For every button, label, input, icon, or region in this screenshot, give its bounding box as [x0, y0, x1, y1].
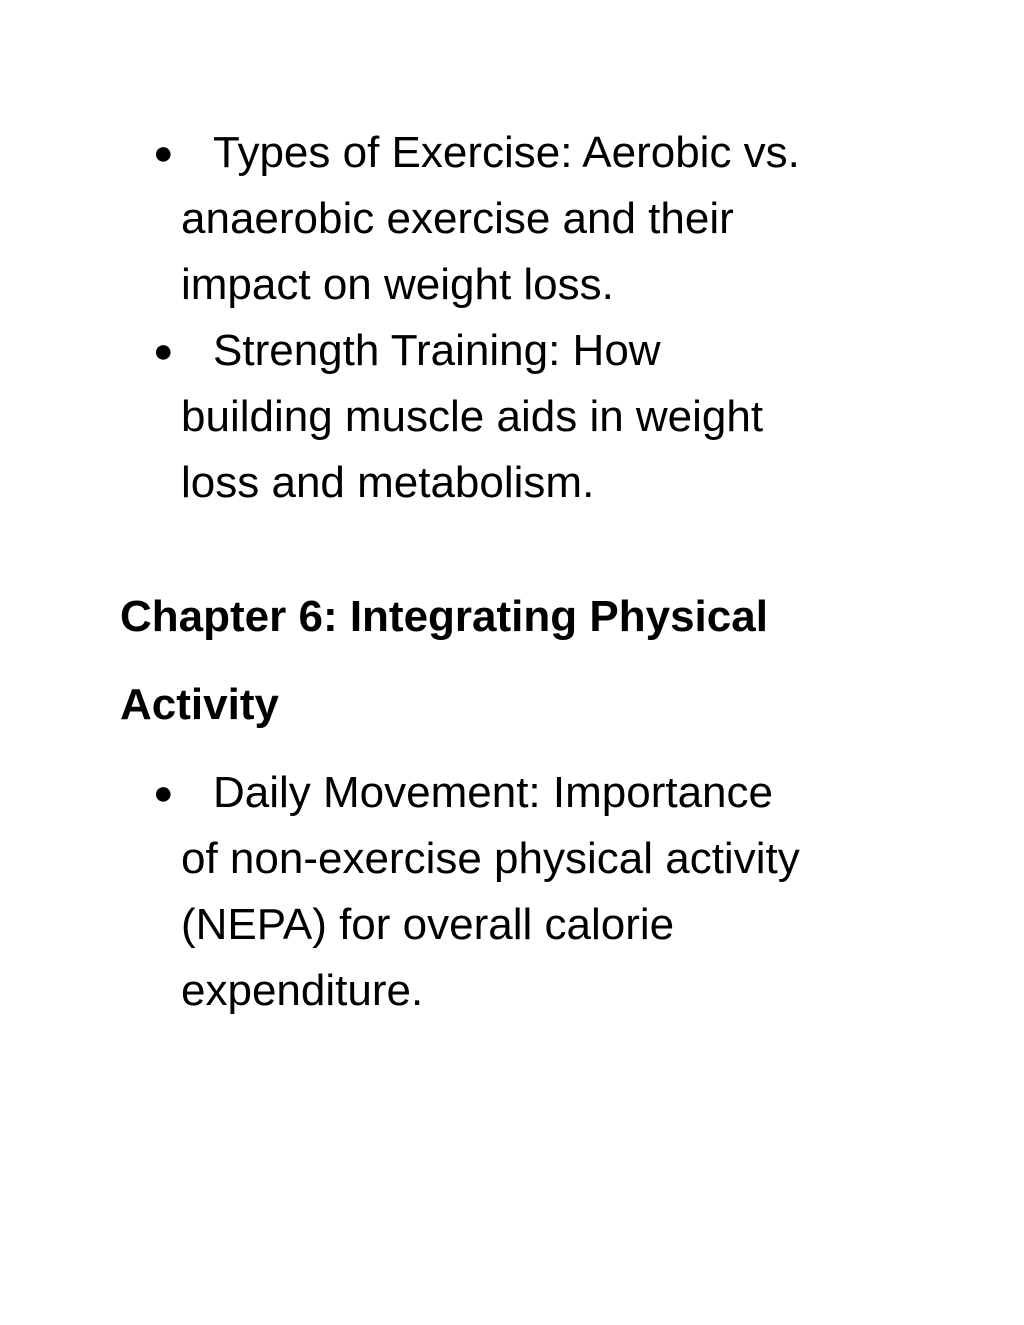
- list-item-text: anaerobic exercise and their: [181, 194, 734, 243]
- list-item-daily-movement: [0, 760, 901, 1024]
- list-item-types-of-exercise: [0, 120, 901, 318]
- chapter-heading-line: Activity: [120, 680, 279, 729]
- list-item-strength-training: [0, 318, 901, 516]
- chapter-heading: [120, 573, 900, 749]
- list-item-text: of non-exercise physical activity: [181, 834, 800, 883]
- list-item-text: loss and metabolism.: [181, 458, 595, 507]
- list-item-text: expenditure.: [181, 966, 424, 1015]
- list-item-text: building muscle aids in weight: [181, 392, 764, 441]
- list-item-text: Daily Movement: Importance: [213, 768, 773, 817]
- chapter-heading-line: Chapter 6: Integrating Physical: [120, 592, 768, 641]
- list-item-text: (NEPA) for overall calorie: [181, 900, 675, 949]
- list-item-text: Types of Exercise: Aerobic vs.: [213, 128, 800, 177]
- list-item-text: Strength Training: How: [213, 326, 661, 375]
- bullet-icon: ●: [153, 774, 174, 812]
- bullet-list: [0, 120, 901, 516]
- bullet-icon: ●: [153, 134, 174, 172]
- bullet-list: [0, 760, 901, 1024]
- bullet-icon: ●: [153, 332, 174, 370]
- list-item-text: impact on weight loss.: [181, 260, 614, 309]
